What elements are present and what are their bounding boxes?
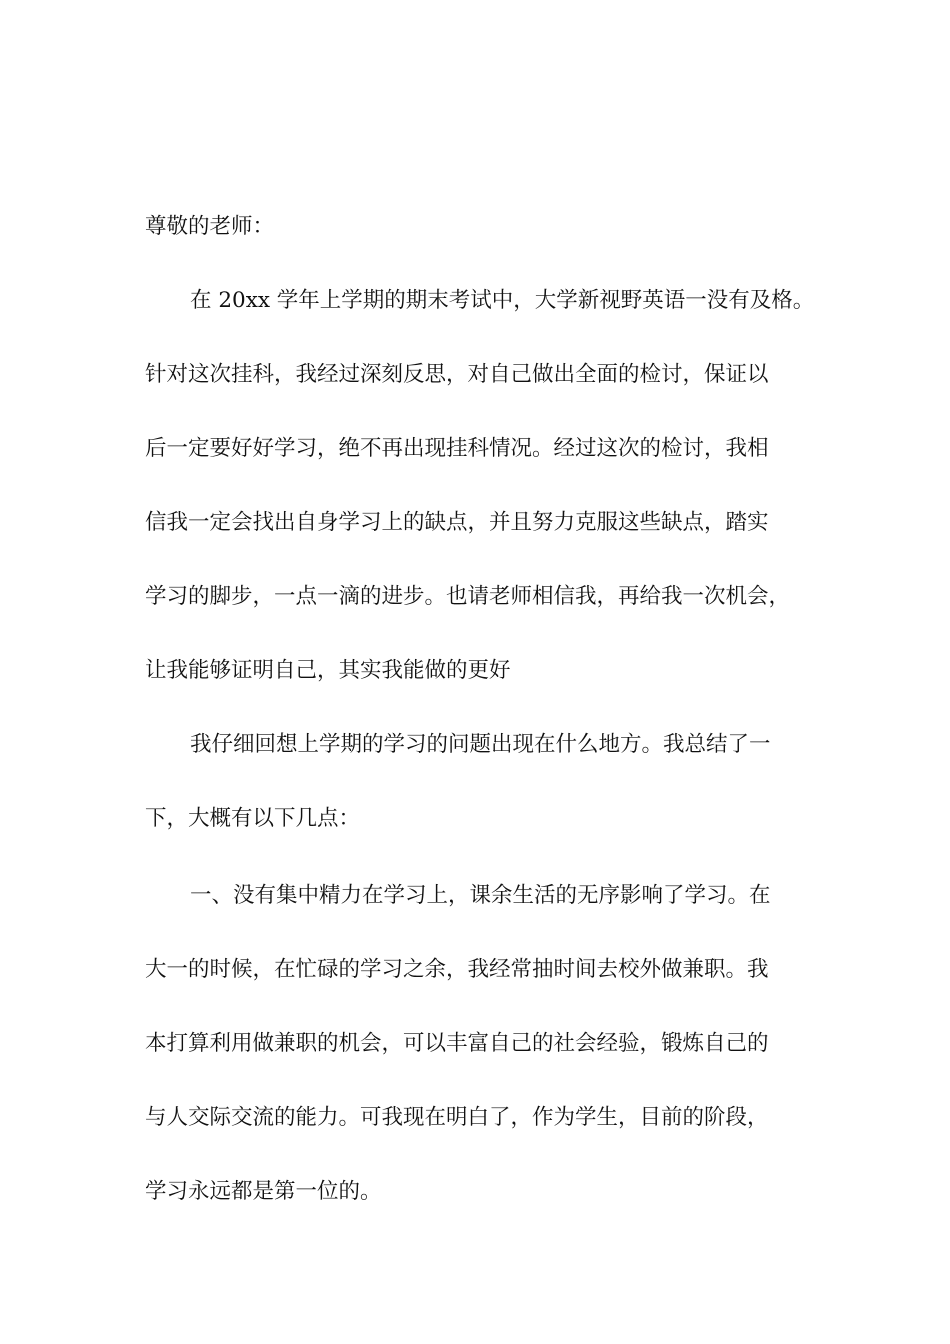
paragraph-3-line-5: 学习永远都是第一位的。 xyxy=(145,1179,382,1204)
paragraph-1-line-1: 在 20xx 学年上学期的期末考试中，大学新视野英语一没有及格。 xyxy=(190,288,815,313)
paragraph-3-line-3: 本打算利用做兼职的机会，可以丰富自己的社会经验，锻炼自己的 xyxy=(145,1031,769,1056)
paragraph-2-line-1: 我仔细回想上学期的学习的问题出现在什么地方。我总结了一 xyxy=(190,732,771,757)
paragraph-1-line-2: 针对这次挂科，我经过深刻反思，对自己做出全面的检讨，保证以 xyxy=(145,362,769,387)
salutation: 尊敬的老师： xyxy=(145,214,275,239)
paragraph-1-line-5: 学习的脚步，一点一滴的进步。也请老师相信我，再给我一次机会， xyxy=(145,584,791,609)
paragraph-3-line-4: 与人交际交流的能力。可我现在明白了，作为学生，目前的阶段， xyxy=(145,1105,769,1130)
paragraph-3-line-2: 大一的时候，在忙碌的学习之余，我经常抽时间去校外做兼职。我 xyxy=(145,957,769,982)
paragraph-1-line-4: 信我一定会找出自身学习上的缺点，并且努力克服这些缺点，踏实 xyxy=(145,510,769,535)
paragraph-3-line-1: 一、没有集中精力在学习上，课余生活的无序影响了学习。在 xyxy=(190,883,771,908)
paragraph-1-line-6: 让我能够证明自己，其实我能做的更好 xyxy=(145,658,511,683)
paragraph-1-line-3: 后一定要好好学习，绝不再出现挂科情况。经过这次的检讨，我相 xyxy=(145,436,769,461)
paragraph-2-line-2: 下，大概有以下几点： xyxy=(145,806,361,831)
